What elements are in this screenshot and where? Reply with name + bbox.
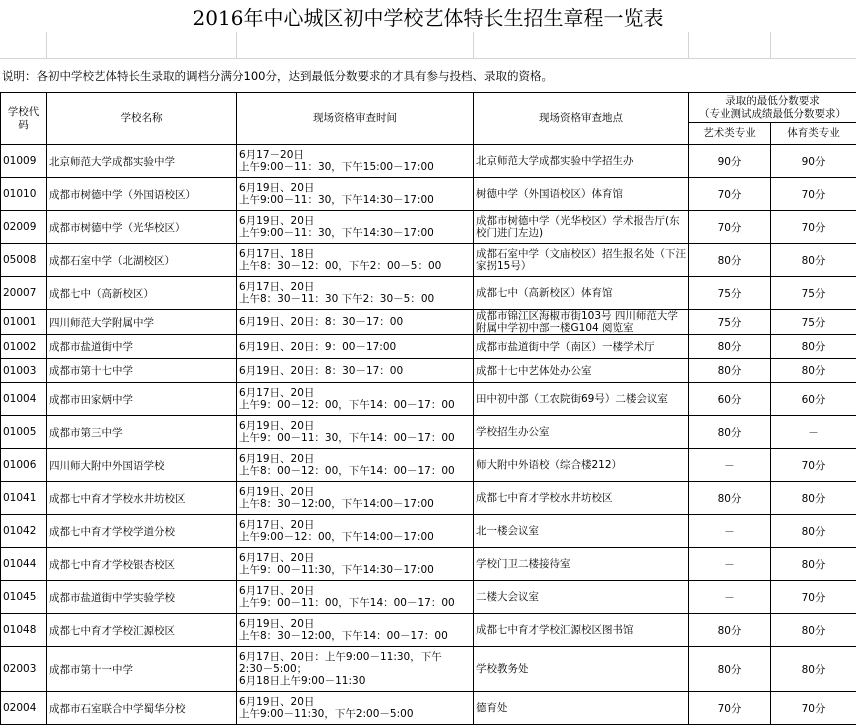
review-time-line: 上午8：30－12:00，下午14:00－17:00: [239, 498, 471, 510]
art-min-score-cell: 80分: [689, 244, 771, 277]
review-time-line: 6月19日、20日: [239, 420, 471, 432]
review-time-cell: [237, 515, 474, 548]
review-time-line: 6月19日、20日: [239, 182, 471, 194]
school-name-cell: 成都七中育才学校水井坊校区: [47, 482, 237, 515]
admissions-table: [0, 92, 856, 725]
table-row: [1, 548, 856, 581]
review-time-line: 6月19日、20日: [239, 696, 471, 708]
table-row: [1, 335, 856, 359]
sport-min-score-cell: 75分: [771, 277, 856, 310]
header-art: 艺术类专业: [689, 123, 771, 145]
review-time-line: 上午8：30－11：30 下午2：30－5：00: [239, 293, 471, 305]
review-time-cell: [237, 211, 474, 244]
art-min-score-cell: 80分: [689, 482, 771, 515]
review-place-cell: 成都市树德中学（光华校区）学术报告厅(东校门进门左边): [474, 211, 689, 244]
header-time: 现场资格审查时间: [237, 93, 474, 145]
school-code-cell: 01005: [1, 416, 47, 449]
table-row: [1, 692, 856, 725]
school-code-cell: 02004: [1, 692, 47, 725]
table-row: [1, 647, 856, 692]
art-min-score-cell: －: [689, 449, 771, 482]
table-row: [1, 614, 856, 647]
sport-min-score-cell: 80分: [771, 647, 856, 692]
review-time-line: 上午8：30－12：00，下午2：00－5：00: [239, 260, 471, 272]
review-time-cell: [237, 359, 474, 383]
table-row: [1, 482, 856, 515]
sport-min-score-cell: 70分: [771, 581, 856, 614]
header-row: [1, 93, 856, 123]
review-time-cell: [237, 647, 474, 692]
header-place: 现场资格审查地点: [474, 93, 689, 145]
review-time-cell: [237, 178, 474, 211]
review-time-line: 上午9:00－11：30，下午14:30－17:00: [239, 194, 471, 206]
school-code-cell: 05008: [1, 244, 47, 277]
review-time-line: 上午9：00－12：00，下午14：00－17：00: [239, 399, 471, 411]
review-time-line: 6月17日、18日: [239, 248, 471, 260]
school-name-cell: 成都市石室联合中学蜀华分校: [47, 692, 237, 725]
review-time-line: 6月17日、20日: [239, 585, 471, 597]
sport-min-score-cell: 70分: [771, 178, 856, 211]
sport-min-score-cell: 75分: [771, 310, 856, 335]
review-place-cell: 学校教务处: [474, 647, 689, 692]
sport-min-score-cell: 70分: [771, 449, 856, 482]
art-min-score-cell: 75分: [689, 310, 771, 335]
art-min-score-cell: 80分: [689, 647, 771, 692]
review-time-line: 上午9:00－11:30，下午2:00－5:00: [239, 708, 471, 720]
sport-min-score-cell: 80分: [771, 244, 856, 277]
school-code-cell: 01042: [1, 515, 47, 548]
school-name-cell: 成都七中育才学校汇源校区: [47, 614, 237, 647]
review-time-line: 上午9:00－11：30，下午15:00－17:00: [239, 161, 471, 173]
review-place-cell: 学校门卫二楼接待室: [474, 548, 689, 581]
school-name-cell: 北京师范大学成都实验中学: [47, 145, 237, 178]
school-code-cell: 02003: [1, 647, 47, 692]
school-name-cell: 成都市盐道街中学实验学校: [47, 581, 237, 614]
school-code-cell: 01002: [1, 335, 47, 359]
review-time-line: 6月17日、20日: [239, 552, 471, 564]
review-time-line: 6月19日、20日: [239, 618, 471, 630]
review-time-line: 上午9:00－11：30，下午14:30－17:00: [239, 227, 471, 239]
review-time-line: 6月19日、20日: [239, 453, 471, 465]
review-time-cell: [237, 614, 474, 647]
sport-min-score-cell: －: [771, 416, 856, 449]
review-time-line: 6月17日、20日：上午9:00－11:30，下午: [239, 651, 471, 663]
art-min-score-cell: 80分: [689, 359, 771, 383]
review-time-line: 上午9：00－11:30，下午14:30－17:00: [239, 564, 471, 576]
review-place-cell: 二楼大会议室: [474, 581, 689, 614]
table-row: [1, 211, 856, 244]
school-code-cell: 01006: [1, 449, 47, 482]
school-name-cell: 四川师范大学附属中学: [47, 310, 237, 335]
sport-min-score-cell: 80分: [771, 359, 856, 383]
review-time-line: 6月17日、20日: [239, 519, 471, 531]
review-place-cell: 成都七中育才学校水井坊校区: [474, 482, 689, 515]
review-time-cell: [237, 277, 474, 310]
review-time-cell: [237, 482, 474, 515]
table-body: [1, 145, 856, 725]
review-time-line: 上午8：00－12：00，下午14：00－17：00: [239, 465, 471, 477]
review-time-line: 6月19日、20日: [239, 486, 471, 498]
school-name-cell: 成都七中（高新校区）: [47, 277, 237, 310]
sport-min-score-cell: 80分: [771, 515, 856, 548]
school-code-cell: 01004: [1, 383, 47, 416]
header-name: 学校名称: [47, 93, 237, 145]
review-time-line: 6月17－20日: [239, 149, 471, 161]
school-name-cell: 成都七中育才学校银杏校区: [47, 548, 237, 581]
review-place-cell: 成都市盐道街中学（南区）一楼学术厅: [474, 335, 689, 359]
header-code: 学校代码: [1, 93, 47, 145]
review-place-cell: 成都石室中学（文庙校区）招生报名处（下汪家拐15号）: [474, 244, 689, 277]
table-row: [1, 581, 856, 614]
blank-row: [0, 32, 856, 59]
art-min-score-cell: 80分: [689, 614, 771, 647]
review-place-cell: 学校招生办公室: [474, 416, 689, 449]
table-row: [1, 359, 856, 383]
art-min-score-cell: 80分: [689, 416, 771, 449]
table-row: [1, 277, 856, 310]
sport-min-score-cell: 70分: [771, 211, 856, 244]
school-name-cell: 成都市第十一中学: [47, 647, 237, 692]
school-code-cell: 01001: [1, 310, 47, 335]
review-time-cell: [237, 449, 474, 482]
school-name-cell: 成都七中育才学校学道分校: [47, 515, 237, 548]
review-time-line: 上午9：00－11：00，下午14：00－17：00: [239, 597, 471, 609]
review-time-line: 上午8：30－12:00，下午14：00－17：00: [239, 630, 471, 642]
school-code-cell: 02009: [1, 211, 47, 244]
review-time-line: 6月19日、20日：9：00－17:00: [239, 341, 471, 353]
school-name-cell: 成都市第三中学: [47, 416, 237, 449]
sport-min-score-cell: 80分: [771, 335, 856, 359]
review-place-cell: 成都七中（高新校区）体育馆: [474, 277, 689, 310]
review-time-line: 6月17日、20日: [239, 387, 471, 399]
review-time-cell: [237, 310, 474, 335]
school-name-cell: 成都石室中学（北湖校区）: [47, 244, 237, 277]
review-time-cell: [237, 548, 474, 581]
school-name-cell: 成都市第十七中学: [47, 359, 237, 383]
sport-min-score-cell: 80分: [771, 482, 856, 515]
art-min-score-cell: －: [689, 581, 771, 614]
table-row: [1, 244, 856, 277]
review-place-cell: 树德中学（外国语校区）体育馆: [474, 178, 689, 211]
review-time-line: 6月19日、20日: [239, 215, 471, 227]
sport-min-score-cell: 70分: [771, 692, 856, 725]
table-row: [1, 449, 856, 482]
table-row: [1, 145, 856, 178]
school-code-cell: 01010: [1, 178, 47, 211]
school-name-cell: 成都市田家炳中学: [47, 383, 237, 416]
table-row: [1, 310, 856, 335]
sport-min-score-cell: 80分: [771, 548, 856, 581]
review-time-cell: [237, 335, 474, 359]
review-time-line: 6月19日、20日：8：30－17：00: [239, 316, 471, 328]
review-place-cell: 田中初中部（工农院街69号）二楼会议室: [474, 383, 689, 416]
header-score-line1: 录取的最低分数要求: [691, 95, 854, 108]
review-time-line: 上午9:00－12：00，下午14:00－17:00: [239, 531, 471, 543]
school-name-cell: 成都市盐道街中学: [47, 335, 237, 359]
review-time-cell: [237, 145, 474, 178]
art-min-score-cell: 90分: [689, 145, 771, 178]
review-place-cell: 师大附中外语校（综合楼212）: [474, 449, 689, 482]
review-time-line: 上午9：00－11：30，下午14：00－17：00: [239, 432, 471, 444]
table-row: [1, 416, 856, 449]
review-place-cell: 北一楼会议室: [474, 515, 689, 548]
school-code-cell: 01045: [1, 581, 47, 614]
header-score-group: [689, 93, 856, 123]
table-row: [1, 515, 856, 548]
review-place-cell: 北京师范大学成都实验中学招生办: [474, 145, 689, 178]
review-time-cell: [237, 692, 474, 725]
header-sport: 体育类专业: [771, 123, 856, 145]
art-min-score-cell: 80分: [689, 335, 771, 359]
school-code-cell: 01044: [1, 548, 47, 581]
table-row: [1, 383, 856, 416]
review-time-cell: [237, 383, 474, 416]
page-title: 2016年中心城区初中学校艺体特长生招生章程一览表: [0, 0, 856, 32]
art-min-score-cell: 70分: [689, 211, 771, 244]
school-name-cell: 成都市树德中学（外国语校区）: [47, 178, 237, 211]
sport-min-score-cell: 80分: [771, 614, 856, 647]
review-time-line: 6月19日、20日：8：30－17：00: [239, 365, 471, 377]
review-place-cell: 成都七中育才学校汇源校区图书馆: [474, 614, 689, 647]
review-place-cell: 成都十七中艺体处办公室: [474, 359, 689, 383]
table-row: [1, 178, 856, 211]
sport-min-score-cell: 60分: [771, 383, 856, 416]
school-name-cell: 四川师大附中外国语学校: [47, 449, 237, 482]
review-place-cell: 成都市锦江区海椒市街103号 四川师范大学附属中学初中部一楼G104 阅览室: [474, 310, 689, 335]
review-time-line: 6月18日上午9:00－11:30: [239, 675, 471, 687]
art-min-score-cell: －: [689, 548, 771, 581]
header-score-line2: （专业测试成绩最低分数要求）: [691, 108, 854, 121]
school-code-cell: 20007: [1, 277, 47, 310]
school-code-cell: 01009: [1, 145, 47, 178]
review-time-line: 6月17日、20日: [239, 281, 471, 293]
review-time-cell: [237, 416, 474, 449]
review-place-cell: 德育处: [474, 692, 689, 725]
school-code-cell: 01041: [1, 482, 47, 515]
art-min-score-cell: 70分: [689, 692, 771, 725]
sport-min-score-cell: 90分: [771, 145, 856, 178]
art-min-score-cell: －: [689, 515, 771, 548]
note-text: 说明：各初中学校艺体特长生录取的调档分满分100分，达到最低分数要求的才具有参与投档、录取的资格。: [2, 64, 553, 88]
school-name-cell: 成都市树德中学（光华校区）: [47, 211, 237, 244]
review-time-cell: [237, 581, 474, 614]
art-min-score-cell: 75分: [689, 277, 771, 310]
art-min-score-cell: 70分: [689, 178, 771, 211]
school-code-cell: 01048: [1, 614, 47, 647]
school-code-cell: 01003: [1, 359, 47, 383]
art-min-score-cell: 60分: [689, 383, 771, 416]
review-time-line: 2:30－5:00；: [239, 663, 471, 675]
review-time-cell: [237, 244, 474, 277]
